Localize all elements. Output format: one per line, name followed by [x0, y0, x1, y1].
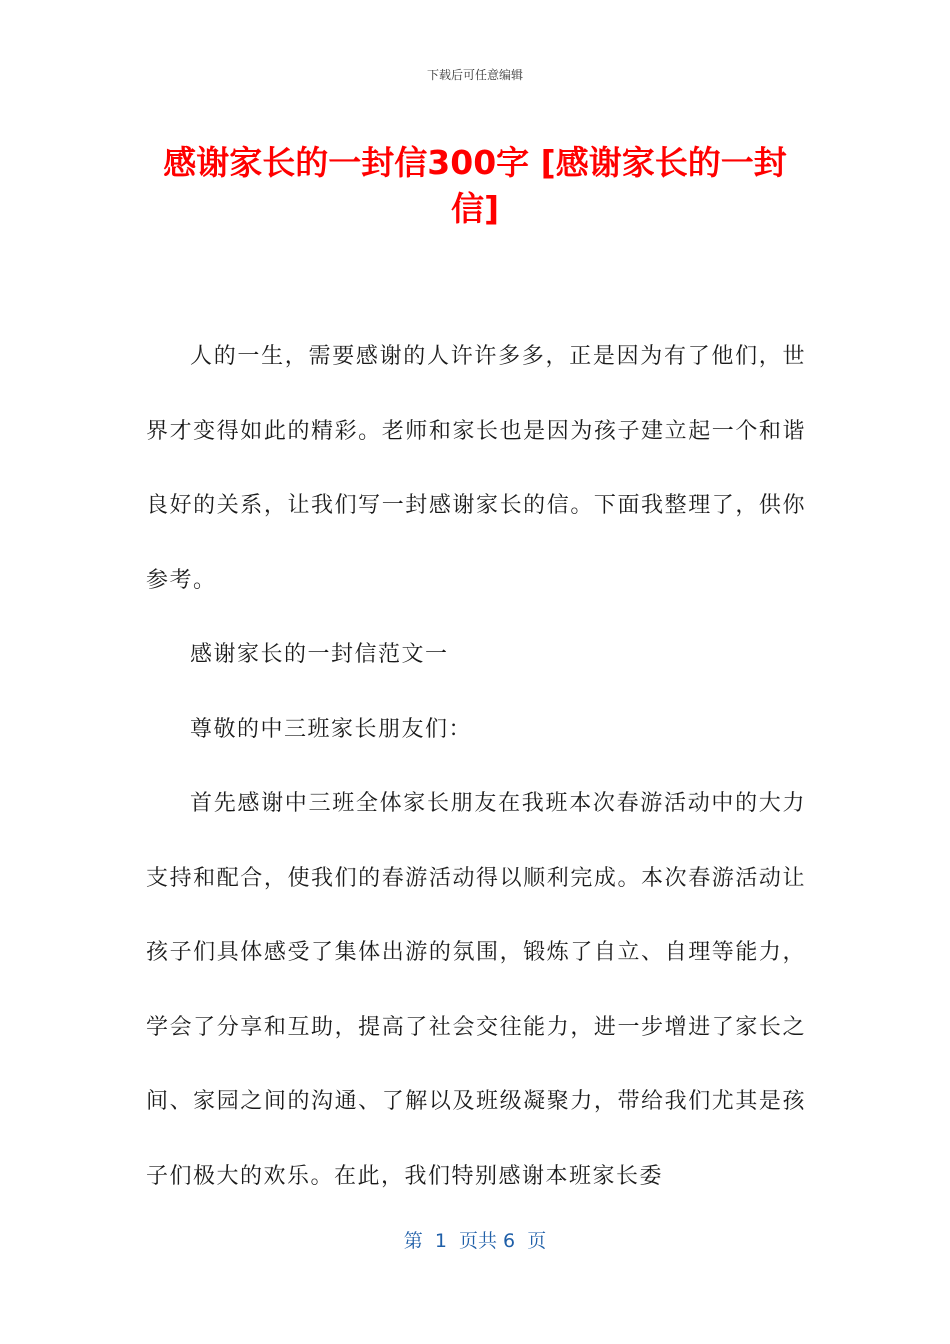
document-body — [146, 320, 806, 1214]
page-number-footer: 第 1 页共 6 页 — [403, 1230, 547, 1252]
paragraph-salutation: 尊敬的中三班家长朋友们： — [190, 716, 473, 742]
header-note: 下载后可任意编辑 — [426, 68, 523, 82]
paragraph-intro: 人的一生，需要感谢的人许许多多，正是因为有了他们，世界才变得如此的精彩。老师和家长也是因为孩子建立起一个和谐良好的关系，让我们写一封感谢家长的信。下面我整理了，供你参考。 — [146, 344, 806, 593]
document-title: 感谢家长的一封信300字 [感谢家长的一封信] — [163, 143, 787, 228]
paragraph-heading: 感谢家长的一封信范文一 — [190, 642, 449, 667]
paragraph-letter-body: 首先感谢中三班全体家长朋友在我班本次春游活动中的大力支持和配合，使我们的春游活动得以顺利完成。本次春游活动让孩子们具体感受了集体出游的氛围，锻炼了自立、自理等能力，学会了分享和互助，提高了社会交往能力，进一步增进了家长之间、家园之间的沟通、了解以及班级凝聚力，带给我们尤其是孩子们极大的欢乐。在此，我们特别感谢本班家长委 — [146, 791, 806, 1189]
